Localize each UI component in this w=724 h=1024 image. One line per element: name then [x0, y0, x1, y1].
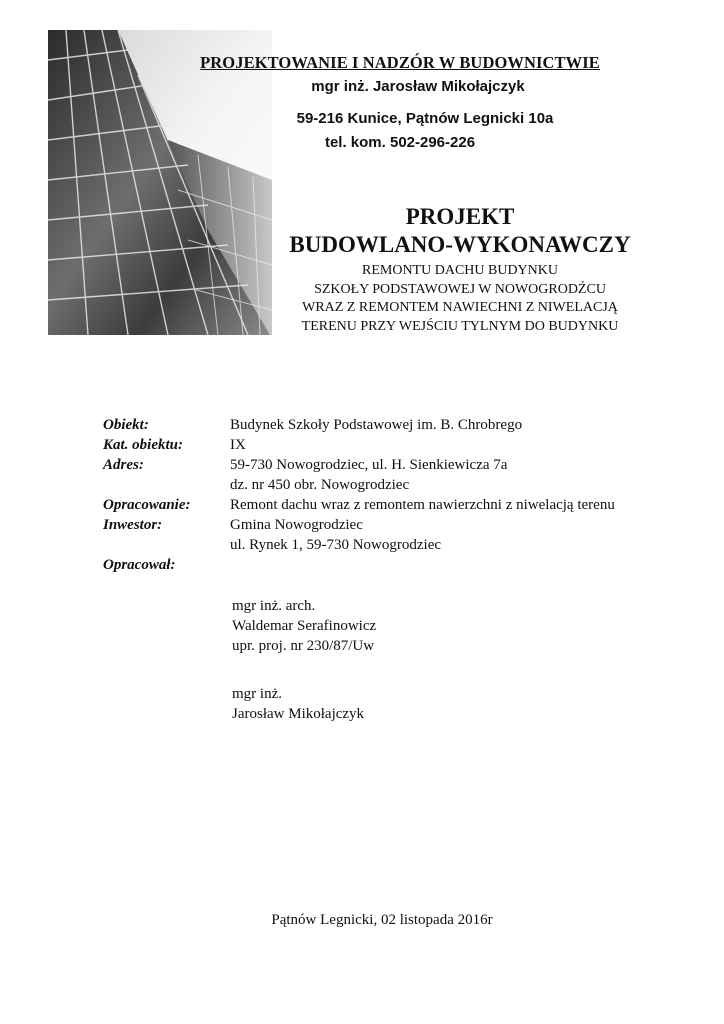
opracowanie-value: Remont dachu wraz z remontem nawierzchni z niwelacją terenu: [230, 497, 615, 513]
info-row-kat: [103, 435, 693, 455]
opracowanie-label: Opracowanie:: [103, 497, 191, 513]
kat-value: IX: [230, 437, 246, 453]
author-architect-title: mgr inż. arch.: [232, 598, 316, 614]
footer-place-date: [0, 912, 724, 929]
author-engineer: [232, 684, 364, 724]
adres-value-1: 59-730 Nowogrodziec, ul. H. Sienkiewicza 7a: [230, 457, 508, 473]
opracowal-label: Opracował:: [103, 557, 176, 573]
project-info: [103, 415, 693, 575]
title-line-2: BUDOWLANO-WYKONAWCZY: [289, 232, 631, 257]
title-sub-1: REMONTU DACHU BUDYNKU: [362, 263, 558, 278]
info-row-adres-2: [103, 475, 693, 495]
title-sub-4: TERENU PRZY WEJŚCIU TYLNYM DO BUDYNKU: [301, 318, 619, 334]
author-architect-name: Waldemar Serafinowicz: [232, 618, 377, 634]
company-phone: tel. kom. 502-296-226: [324, 134, 476, 151]
inwestor-value-2: ul. Rynek 1, 59-730 Nowogrodziec: [230, 537, 442, 553]
title-sub-3: WRAZ Z REMONTEM NAWIECHNI Z NIWELACJĄ: [302, 300, 618, 315]
author-architect: [232, 596, 376, 656]
inwestor-label: Inwestor:: [103, 517, 163, 533]
author-engineer-name: Jarosław Mikołajczyk: [232, 706, 365, 722]
adres-value-2: dz. nr 450 obr. Nowogrodziec: [230, 477, 410, 493]
info-row-adres: [103, 455, 693, 475]
info-row-inwestor-2: [103, 535, 693, 555]
info-row-inwestor: [103, 515, 693, 535]
footer-text: Pątnów Legnicki, 02 listopada 2016r: [271, 912, 493, 928]
company-address: 59-216 Kunice, Pątnów Legnicki 10a: [296, 110, 554, 127]
author-engineer-title: mgr inż.: [232, 686, 282, 702]
obiekt-label: Obiekt:: [103, 417, 149, 433]
title-sub-2: SZKOŁY PODSTAWOWEJ W NOWOGRODŹCU: [314, 281, 606, 297]
obiekt-value: Budynek Szkoły Podstawowej im. B. Chrobrego: [230, 417, 523, 433]
project-title-block: [250, 203, 670, 336]
company-name: PROJEKTOWANIE I NADZÓR W BUDOWNICTWIE: [200, 53, 600, 72]
company-engineer: mgr inż. Jarosław Mikołajczyk: [311, 78, 525, 95]
building-photo: [48, 30, 272, 335]
inwestor-value-1: Gmina Nowogrodziec: [230, 517, 363, 533]
kat-label: Kat. obiektu:: [103, 437, 184, 453]
author-architect-license: upr. proj. nr 230/87/Uw: [232, 638, 375, 654]
info-row-obiekt: [103, 415, 693, 435]
title-line-1: PROJEKT: [405, 204, 515, 229]
info-row-opracowal: [103, 555, 693, 575]
info-row-opracowanie: [103, 495, 693, 515]
adres-label: Adres:: [103, 457, 144, 473]
